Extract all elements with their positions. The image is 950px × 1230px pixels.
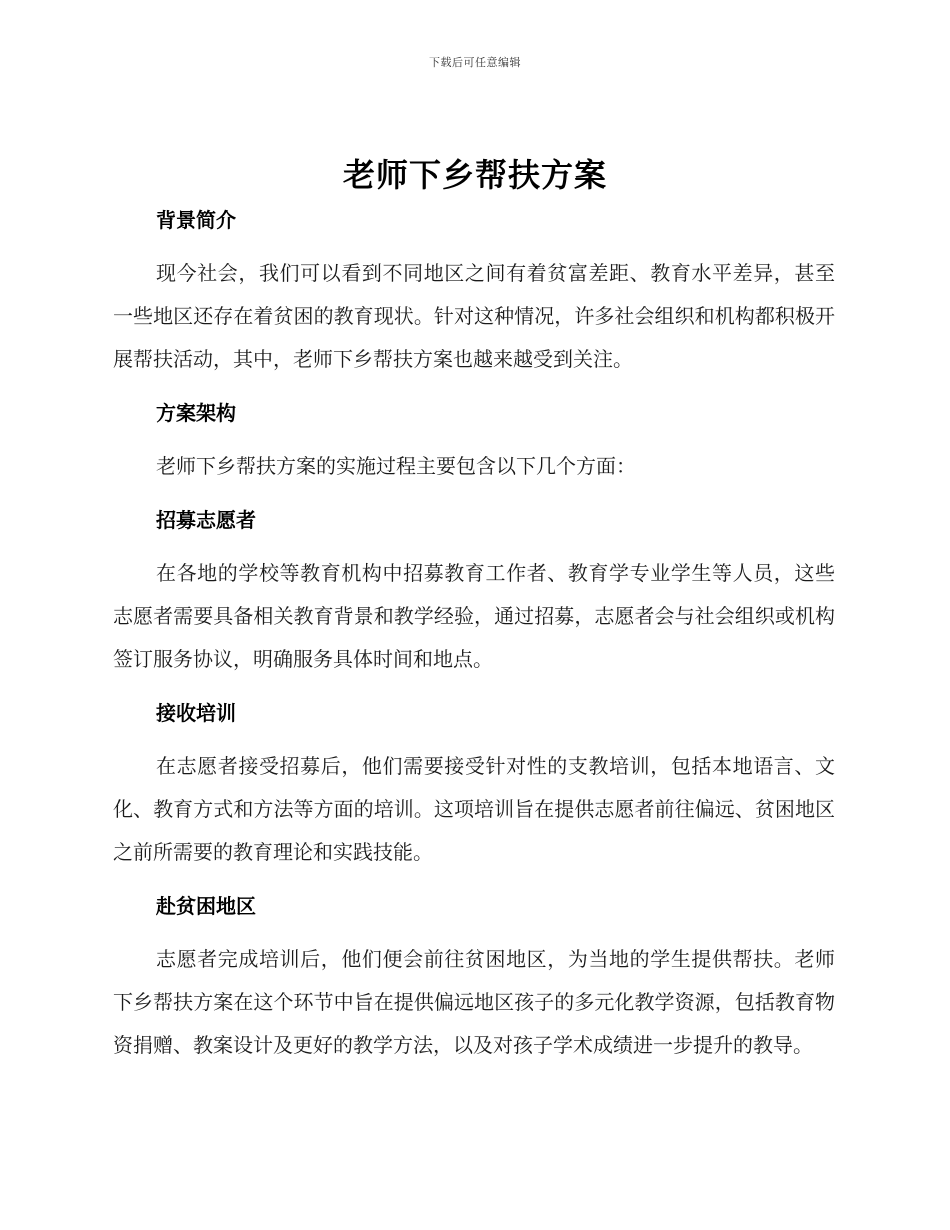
section-recruit xyxy=(113,498,835,681)
section-paragraph: 在志愿者接受招募后，他们需要接受针对性的支教培训，包括本地语言、文化、教育方式和方法等方面的培训。这项培训旨在提供志愿者前往偏远、贫困地区之前所需要的教育理论和实践技能。 xyxy=(113,754,835,864)
section-paragraph: 现今社会，我们可以看到不同地区之间有着贫富差距、教育水平差异，甚至一些地区还存在着贫困的教育现状。针对这种情况，许多社会组织和机构都积极开展帮扶活动，其中，老师下乡帮扶方案也越来越受到关注。 xyxy=(113,261,835,371)
section-heading: 招募志愿者 xyxy=(156,508,256,532)
header-note: 下载后可任意编辑 xyxy=(429,56,521,69)
section-training xyxy=(113,691,835,874)
section-deployment xyxy=(113,884,835,1067)
section-heading: 方案架构 xyxy=(156,401,236,425)
section-background xyxy=(113,198,835,381)
section-heading: 赴贫困地区 xyxy=(156,894,256,918)
document-title: 老师下乡帮扶方案 xyxy=(342,156,607,194)
section-paragraph: 老师下乡帮扶方案的实施过程主要包含以下几个方面： xyxy=(156,454,636,478)
section-heading: 接收培训 xyxy=(156,701,236,725)
document-body xyxy=(113,198,835,1067)
section-paragraph: 志愿者完成培训后，他们便会前往贫困地区，为当地的学生提供帮扶。老师下乡帮扶方案在这个环节中旨在提供偏远地区孩子的多元化教学资源，包括教育物资捐赠、教案设计及更好的教学方法，以及对孩子学术成绩进一步提升的教导。 xyxy=(113,947,835,1057)
section-heading: 背景简介 xyxy=(156,208,236,232)
section-structure xyxy=(113,391,835,488)
section-paragraph: 在各地的学校等教育机构中招募教育工作者、教育学专业学生等人员，这些志愿者需要具备相关教育背景和教学经验，通过招募，志愿者会与社会组织或机构签订服务协议，明确服务具体时间和地点。 xyxy=(113,561,835,671)
